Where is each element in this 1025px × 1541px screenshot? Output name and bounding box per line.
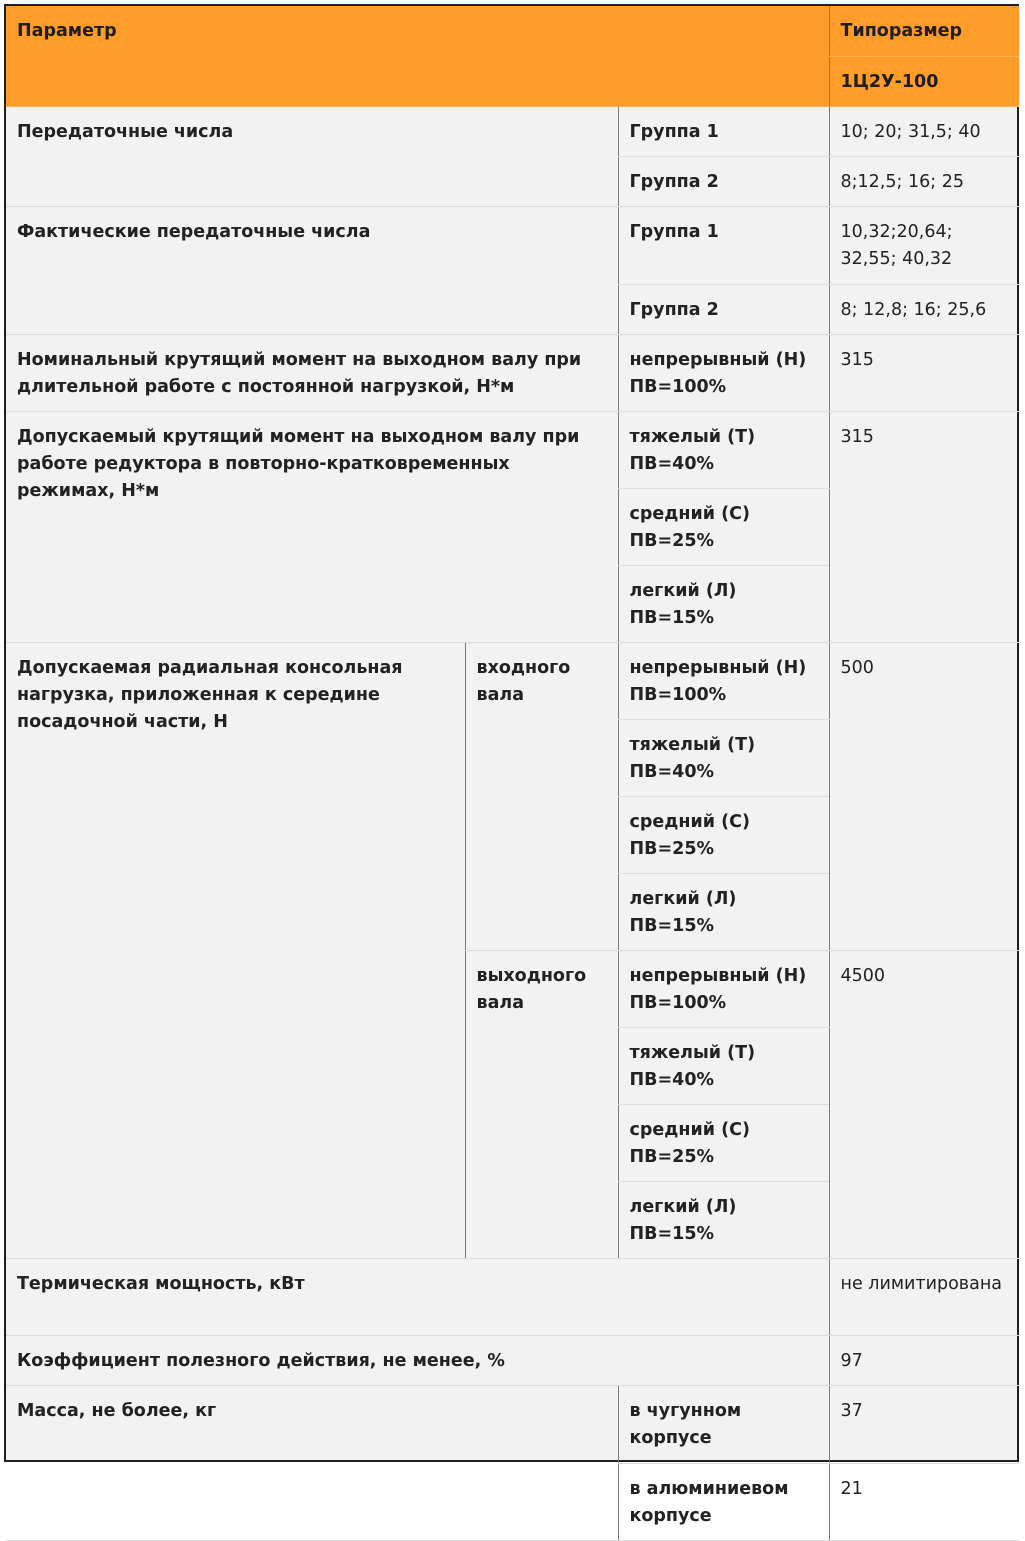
input-shaft-mode-heavy: тяжелый (Т) ПВ=40%: [618, 719, 829, 796]
output-shaft-mode-light: легкий (Л) ПВ=15%: [618, 1181, 829, 1258]
header-param: Параметр: [6, 6, 829, 106]
spec-table-frame: [4, 4, 1019, 1526]
efficiency-value: 97: [829, 1335, 1019, 1385]
input-shaft-mode-light: легкий (Л) ПВ=15%: [618, 873, 829, 950]
spec-table: [6, 6, 1019, 1541]
gear-ratio-label: Передаточные числа: [6, 106, 618, 206]
mass-cast-iron-value: 37: [829, 1385, 1019, 1463]
gear-ratio-value1: 10; 20; 31,5; 40: [829, 106, 1019, 156]
radial-load-input-shaft: входного вала: [465, 642, 618, 950]
input-shaft-value: 500: [829, 642, 1019, 950]
header-model: 1Ц2У-100: [829, 56, 1019, 106]
output-shaft-mode-medium: средний (С) ПВ=25%: [618, 1104, 829, 1181]
gear-ratio-group2: Группа 2: [618, 156, 829, 206]
nominal-torque-value: 315: [829, 334, 1019, 411]
mass-aluminum-value: 21: [829, 1463, 1019, 1540]
thermal-power-value: не лимитирована: [829, 1258, 1019, 1335]
nominal-torque-label: Номинальный крутящий момент на выходном валу при длительной работе с постоянной нагрузкой, Н*м: [6, 334, 618, 411]
allowed-torque-mode-heavy: тяжелый (Т) ПВ=40%: [618, 411, 829, 488]
mass-label: Масса, не более, кг: [6, 1385, 618, 1540]
input-shaft-mode-medium: средний (С) ПВ=25%: [618, 796, 829, 873]
allowed-torque-mode-medium: средний (С) ПВ=25%: [618, 488, 829, 565]
actual-ratio-label: Фактические передаточные числа: [6, 206, 618, 334]
actual-ratio-group2: Группа 2: [618, 284, 829, 334]
output-shaft-value: 4500: [829, 950, 1019, 1258]
gear-ratio-group1: Группа 1: [618, 106, 829, 156]
radial-load-label: Допускаемая радиальная консольная нагрузка, приложенная к середине посадочной части, Н: [6, 642, 465, 1258]
output-shaft-mode-heavy: тяжелый (Т) ПВ=40%: [618, 1027, 829, 1104]
efficiency-label: Коэффициент полезного действия, не менее, %: [6, 1335, 829, 1385]
output-shaft-mode-continuous: непрерывный (Н) ПВ=100%: [618, 950, 829, 1027]
nominal-torque-mode: непрерывный (Н) ПВ=100%: [618, 334, 829, 411]
input-shaft-mode-continuous: непрерывный (Н) ПВ=100%: [618, 642, 829, 719]
gear-ratio-value2: 8;12,5; 16; 25: [829, 156, 1019, 206]
thermal-power-label: Термическая мощность, кВт: [6, 1258, 829, 1335]
actual-ratio-value1: 10,32;20,64; 32,55; 40,32: [829, 206, 1019, 284]
actual-ratio-group1: Группа 1: [618, 206, 829, 284]
allowed-torque-label: Допускаемый крутящий момент на выходном валу при работе редуктора в повторно-кратковременных режимах, Н*м: [6, 411, 618, 642]
mass-aluminum: в алюминиевом корпусе: [618, 1463, 829, 1540]
allowed-torque-mode-light: легкий (Л) ПВ=15%: [618, 565, 829, 642]
actual-ratio-value2: 8; 12,8; 16; 25,6: [829, 284, 1019, 334]
mass-cast-iron: в чугунном корпусе: [618, 1385, 829, 1463]
header-size-label: Типоразмер: [829, 6, 1019, 56]
radial-load-output-shaft: выходного вала: [465, 950, 618, 1258]
allowed-torque-value: 315: [829, 411, 1019, 642]
